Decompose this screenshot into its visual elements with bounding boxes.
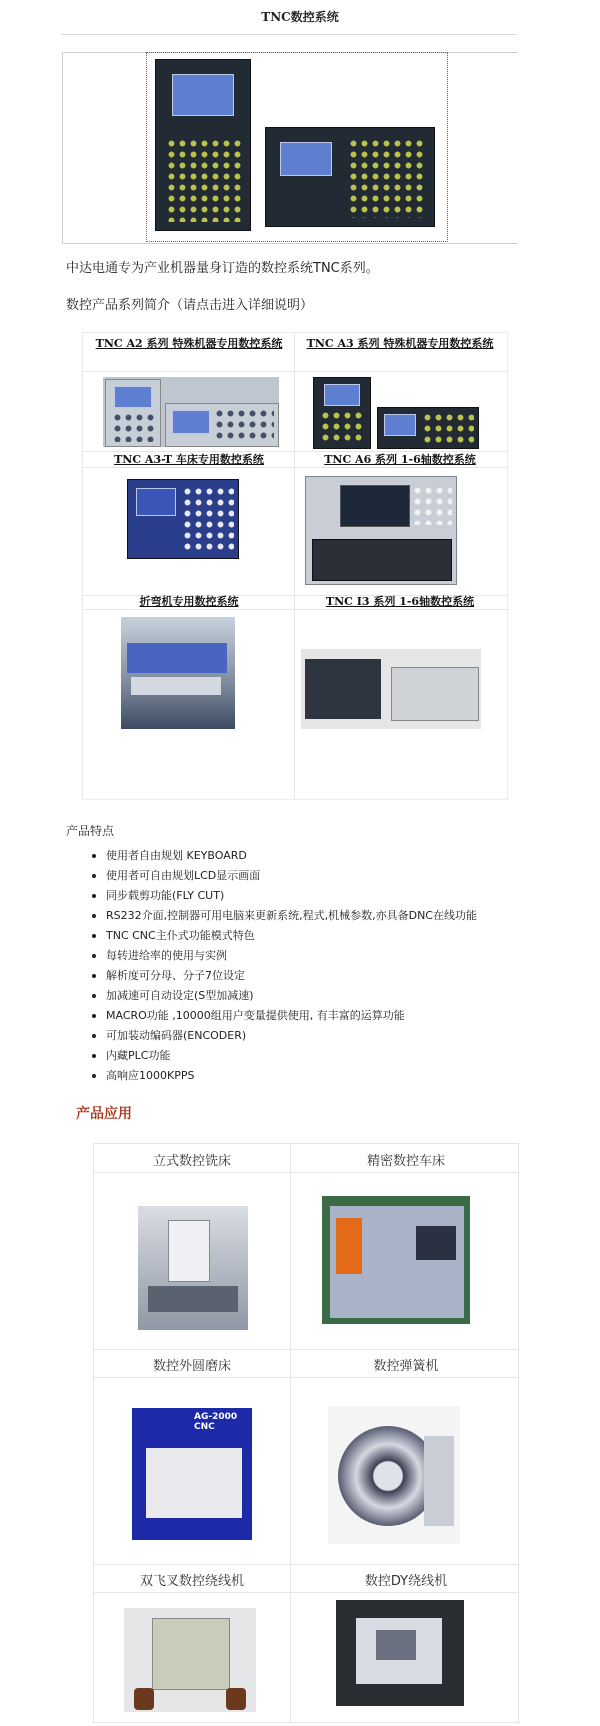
- features-list: [90, 846, 477, 1086]
- app-label-milling: 立式数控铣床: [152, 1154, 231, 1169]
- feature-item: 高响应1000KPPS: [90, 1066, 477, 1086]
- feature-item: 每转进给率的使用与实例: [90, 946, 477, 966]
- series-link-a2[interactable]: TNC A2 系列 特殊机器专用数控系统: [95, 337, 283, 350]
- feature-item: 解析度可分母、分子7位设定: [90, 966, 477, 986]
- applications-title: 产品应用: [76, 1106, 132, 1122]
- feature-item: MACRO功能 ,10000组用户变量提供使用, 有丰富的运算功能: [90, 1006, 477, 1026]
- tnc-a3t-image[interactable]: [127, 479, 239, 559]
- feature-item: 使用者可自由规划LCD显示画面: [90, 866, 477, 886]
- tnc-controller-wide-image: [265, 127, 435, 227]
- tnc-controller-tall-image: [155, 59, 251, 231]
- intro-text: 中达电通专为产业机器量身订造的数控系统TNC系列。: [66, 261, 379, 276]
- series-link-a6[interactable]: TNC A6 系列 1-6轴数控系统: [324, 453, 476, 466]
- lathe-machine-image: [322, 1196, 470, 1324]
- series-link-a3[interactable]: TNC A3 系列 特殊机器专用数控系统: [306, 337, 494, 350]
- feature-item: 内藏PLC功能: [90, 1046, 477, 1066]
- dy-winder-image: [336, 1600, 464, 1706]
- divider: [62, 34, 517, 35]
- app-label-dy-winder: 数控DY绕线机: [364, 1574, 448, 1589]
- grinder-badge: AG-2000 CNC: [194, 1412, 238, 1432]
- spring-machine-image: [328, 1406, 460, 1544]
- series-link-i3[interactable]: TNC I3 系列 1-6轴数控系统: [325, 595, 475, 608]
- feature-item: 使用者自由规划 KEYBOARD: [90, 846, 477, 866]
- feature-item: 加减速可自动设定(S型加减速): [90, 986, 477, 1006]
- series-grid: [82, 332, 508, 800]
- press-brake-image[interactable]: [121, 617, 235, 729]
- feature-item: 同步载剪功能(FLY CUT): [90, 886, 477, 906]
- app-label-lathe: 精密数控车床: [366, 1154, 445, 1169]
- tnc-a3-image[interactable]: [313, 377, 479, 447]
- app-label-grinder: 数控外圆磨床: [152, 1359, 231, 1374]
- tnc-a6-image[interactable]: [305, 476, 457, 585]
- page-title: TNC数控系统: [261, 10, 339, 24]
- feature-item: RS232介面,控制器可用电脑来更新系统,程式,机械参数,亦具备DNC在线功能: [90, 906, 477, 926]
- grinder-machine-image: [132, 1408, 252, 1540]
- series-intro-text: 数控产品系列简介（请点击进入详细说明）: [66, 298, 314, 313]
- feature-item: 可加装动编码器(ENCODER): [90, 1026, 477, 1046]
- double-flyer-image: [124, 1608, 256, 1712]
- feature-item: TNC CNC主仆式功能模式特色: [90, 926, 477, 946]
- app-label-spring: 数控弹簧机: [373, 1359, 439, 1374]
- applications-table: [93, 1143, 519, 1723]
- milling-machine-image: [138, 1206, 248, 1330]
- app-label-double-flyer: 双飞叉数控绕线机: [139, 1574, 244, 1589]
- tnc-i3-image[interactable]: [301, 649, 481, 729]
- tnc-a2-image[interactable]: [103, 377, 279, 447]
- series-link-press-brake[interactable]: 折弯机专用数控系统: [139, 595, 239, 608]
- features-title: 产品特点: [66, 824, 115, 838]
- hero-image: [146, 52, 448, 242]
- series-link-a3t[interactable]: TNC A3-T 车床专用数控系统: [114, 453, 264, 466]
